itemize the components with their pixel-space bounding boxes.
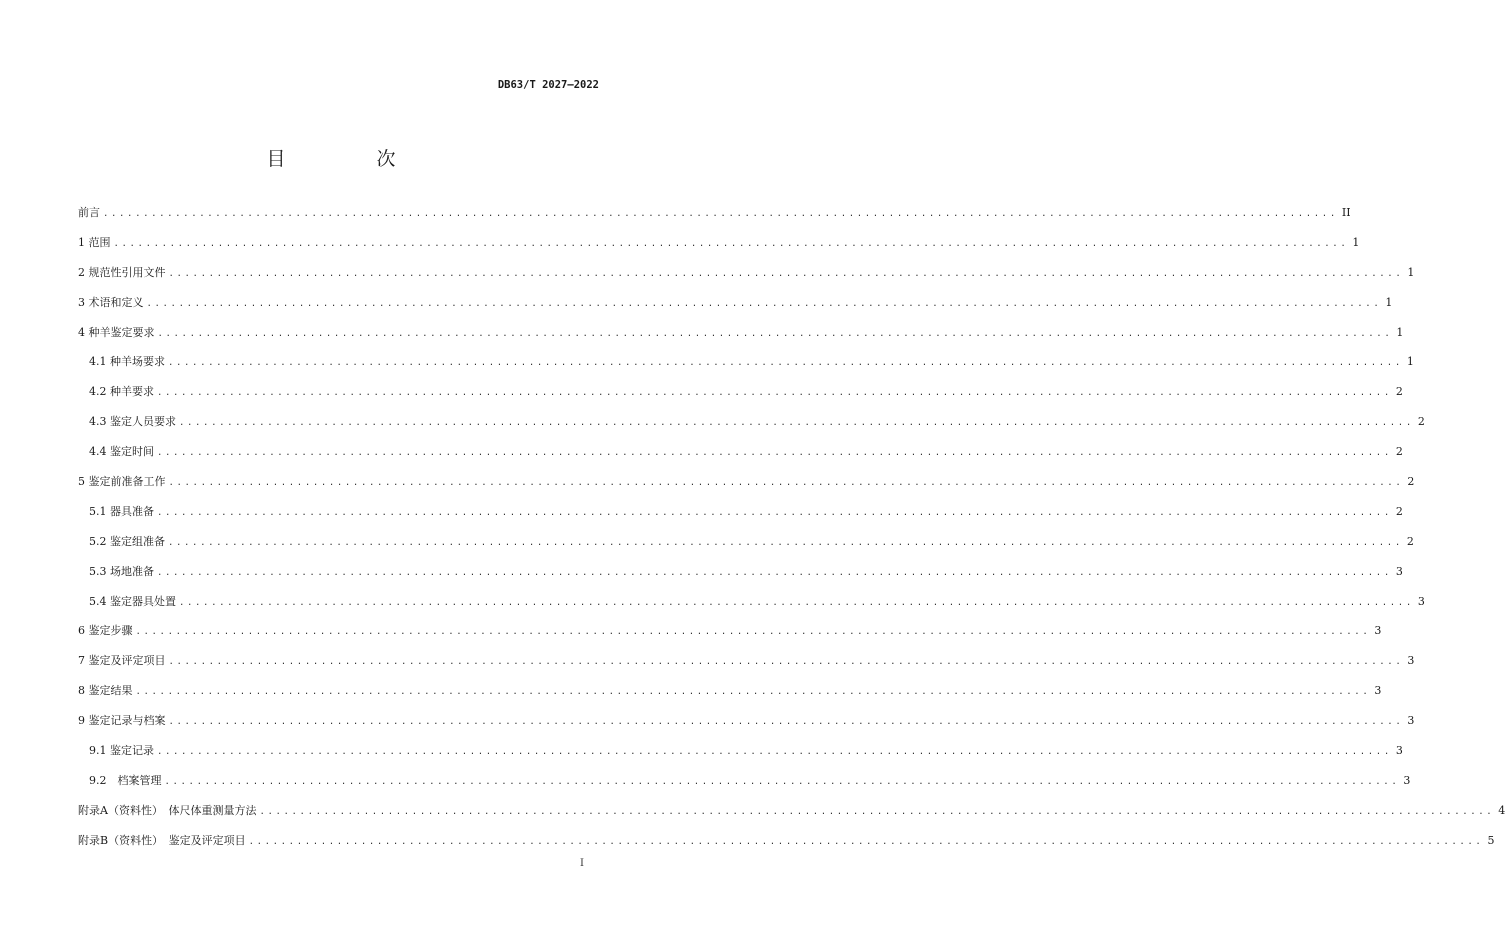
toc-entry[interactable] bbox=[78, 263, 1415, 284]
toc-entry[interactable] bbox=[78, 412, 1425, 433]
toc-entry-page: 3 bbox=[1417, 594, 1425, 608]
toc-entry-page: 3 bbox=[1403, 773, 1411, 787]
toc-entry[interactable] bbox=[78, 532, 1414, 553]
toc-leader-dots: .......................................................................................................................................................... bbox=[168, 537, 1403, 548]
toc-entry-page: II bbox=[1341, 206, 1351, 219]
toc-leader-dots: .......................................................................................................................................................... bbox=[113, 238, 1349, 249]
toc-entry-label: 4 种羊鉴定要求 bbox=[78, 325, 155, 339]
toc-entry-page: 2 bbox=[1417, 415, 1425, 429]
toc-leader-dots: .......................................................................................................................................................... bbox=[157, 328, 1393, 339]
document-code: DB63/T 2027—2022 bbox=[497, 79, 599, 91]
toc-entry-label: 5.3 场地准备 bbox=[89, 564, 154, 578]
toc-entry-label: 9 鉴定记录与档案 bbox=[78, 714, 166, 728]
toc-entry[interactable] bbox=[78, 621, 1382, 642]
toc-entry-page: 2 bbox=[1395, 504, 1403, 518]
toc-entry-label: 1 范围 bbox=[78, 235, 111, 249]
toc-leader-dots: .......................................................................................................................................................... bbox=[157, 507, 1392, 518]
toc-entry-label: 4.3 鉴定人员要求 bbox=[89, 415, 176, 429]
toc-entry[interactable] bbox=[78, 562, 1403, 583]
toc-entry-label: 5.1 器具准备 bbox=[89, 504, 154, 518]
toc-entry-label: 附录B（资料性） 鉴定及评定项目 bbox=[78, 833, 246, 847]
toc-entry[interactable] bbox=[78, 323, 1404, 344]
toc-entry-label: 7 鉴定及评定项目 bbox=[78, 654, 166, 668]
toc-entry-page: 1 bbox=[1385, 295, 1393, 309]
toc-entry-page: 2 bbox=[1407, 475, 1415, 489]
toc-entry-page: 1 bbox=[1396, 325, 1404, 339]
toc-leader-dots: .......................................................................................................................................................... bbox=[259, 806, 1495, 817]
toc-leader-dots: .......................................................................................................................................................... bbox=[157, 567, 1392, 578]
toc-entry-page: 2 bbox=[1406, 534, 1414, 548]
toc-entry[interactable] bbox=[78, 801, 1505, 822]
toc-entry-page: 3 bbox=[1374, 684, 1382, 698]
page-number: I bbox=[580, 858, 584, 869]
toc-entry-page: 3 bbox=[1407, 654, 1415, 668]
toc-leader-dots: .......................................................................................................................................................... bbox=[168, 478, 1404, 489]
toc-entry-page: 4 bbox=[1498, 803, 1505, 817]
toc-entry-page: 3 bbox=[1374, 624, 1382, 638]
toc-entry-label: 5 鉴定前准备工作 bbox=[78, 475, 166, 489]
toc-entry-page: 5 bbox=[1487, 833, 1495, 847]
toc-leader-dots: .......................................................................................................................................................... bbox=[168, 358, 1403, 369]
toc-entry[interactable] bbox=[78, 203, 1351, 224]
toc-entry[interactable] bbox=[78, 681, 1382, 702]
toc-leader-dots: .......................................................................................................................................................... bbox=[157, 448, 1392, 459]
toc-leader-dots: .......................................................................................................................................................... bbox=[135, 627, 1371, 638]
toc-leader-dots: .......................................................................................................................................................... bbox=[248, 836, 1484, 847]
toc-entry-label: 前言 bbox=[78, 206, 100, 219]
toc-leader-dots: .......................................................................................................................................................... bbox=[164, 776, 1400, 787]
toc-entry-page: 1 bbox=[1352, 235, 1360, 249]
toc-entry-label: 2 规范性引用文件 bbox=[78, 265, 166, 279]
toc-entry[interactable] bbox=[78, 502, 1403, 523]
toc-entry[interactable] bbox=[78, 472, 1415, 493]
toc-entry-label: 9.1 鉴定记录 bbox=[89, 744, 154, 758]
toc-entry[interactable] bbox=[78, 293, 1393, 314]
toc-leader-dots: .......................................................................................................................................................... bbox=[168, 717, 1404, 728]
toc-entry[interactable] bbox=[78, 831, 1495, 852]
toc-leader-dots: .......................................................................................................................................................... bbox=[146, 298, 1382, 309]
table-of-contents bbox=[78, 203, 1505, 861]
toc-entry[interactable] bbox=[78, 711, 1415, 732]
toc-entry-page: 3 bbox=[1395, 564, 1403, 578]
toc-entry-page: 2 bbox=[1395, 445, 1403, 459]
toc-entry-page: 3 bbox=[1395, 744, 1403, 758]
toc-entry-label: 5.2 鉴定组准备 bbox=[89, 534, 165, 548]
toc-entry-label: 附录A（资料性） 体尺体重测量方法 bbox=[78, 803, 257, 817]
toc-leader-dots: .......................................................................................................................................................... bbox=[157, 747, 1392, 758]
toc-entry-label: 6 鉴定步骤 bbox=[78, 624, 133, 638]
toc-entry-label: 4.1 种羊场要求 bbox=[89, 355, 165, 369]
toc-leader-dots: .......................................................................................................................................................... bbox=[103, 209, 1338, 219]
toc-entry-label: 3 术语和定义 bbox=[78, 295, 144, 309]
toc-entry[interactable] bbox=[78, 352, 1414, 373]
toc-entry-label: 9.2 档案管理 bbox=[89, 773, 162, 787]
toc-entry[interactable] bbox=[78, 771, 1411, 792]
toc-entry-page: 1 bbox=[1406, 355, 1414, 369]
toc-entry[interactable] bbox=[78, 592, 1425, 613]
toc-entry-page: 2 bbox=[1395, 385, 1403, 399]
toc-entry[interactable] bbox=[78, 651, 1415, 672]
toc-entry-label: 4.2 种羊要求 bbox=[89, 385, 154, 399]
toc-leader-dots: .......................................................................................................................................................... bbox=[179, 597, 1414, 608]
toc-entry-label: 5.4 鉴定器具处置 bbox=[89, 594, 176, 608]
toc-entry-label: 8 鉴定结果 bbox=[78, 684, 133, 698]
toc-entry[interactable] bbox=[78, 741, 1403, 762]
toc-entry[interactable] bbox=[78, 233, 1360, 254]
toc-leader-dots: .......................................................................................................................................................... bbox=[135, 687, 1371, 698]
toc-entry[interactable] bbox=[78, 442, 1403, 463]
toc-entry-page: 1 bbox=[1407, 265, 1415, 279]
toc-entry-page: 3 bbox=[1407, 714, 1415, 728]
toc-leader-dots: .......................................................................................................................................................... bbox=[157, 388, 1392, 399]
toc-leader-dots: .......................................................................................................................................................... bbox=[168, 268, 1404, 279]
toc-leader-dots: .......................................................................................................................................................... bbox=[179, 418, 1414, 429]
toc-leader-dots: .......................................................................................................................................................... bbox=[168, 657, 1404, 668]
page-title: 目 次 bbox=[266, 148, 432, 170]
toc-entry[interactable] bbox=[78, 382, 1403, 403]
toc-entry-label: 4.4 鉴定时间 bbox=[89, 445, 154, 459]
